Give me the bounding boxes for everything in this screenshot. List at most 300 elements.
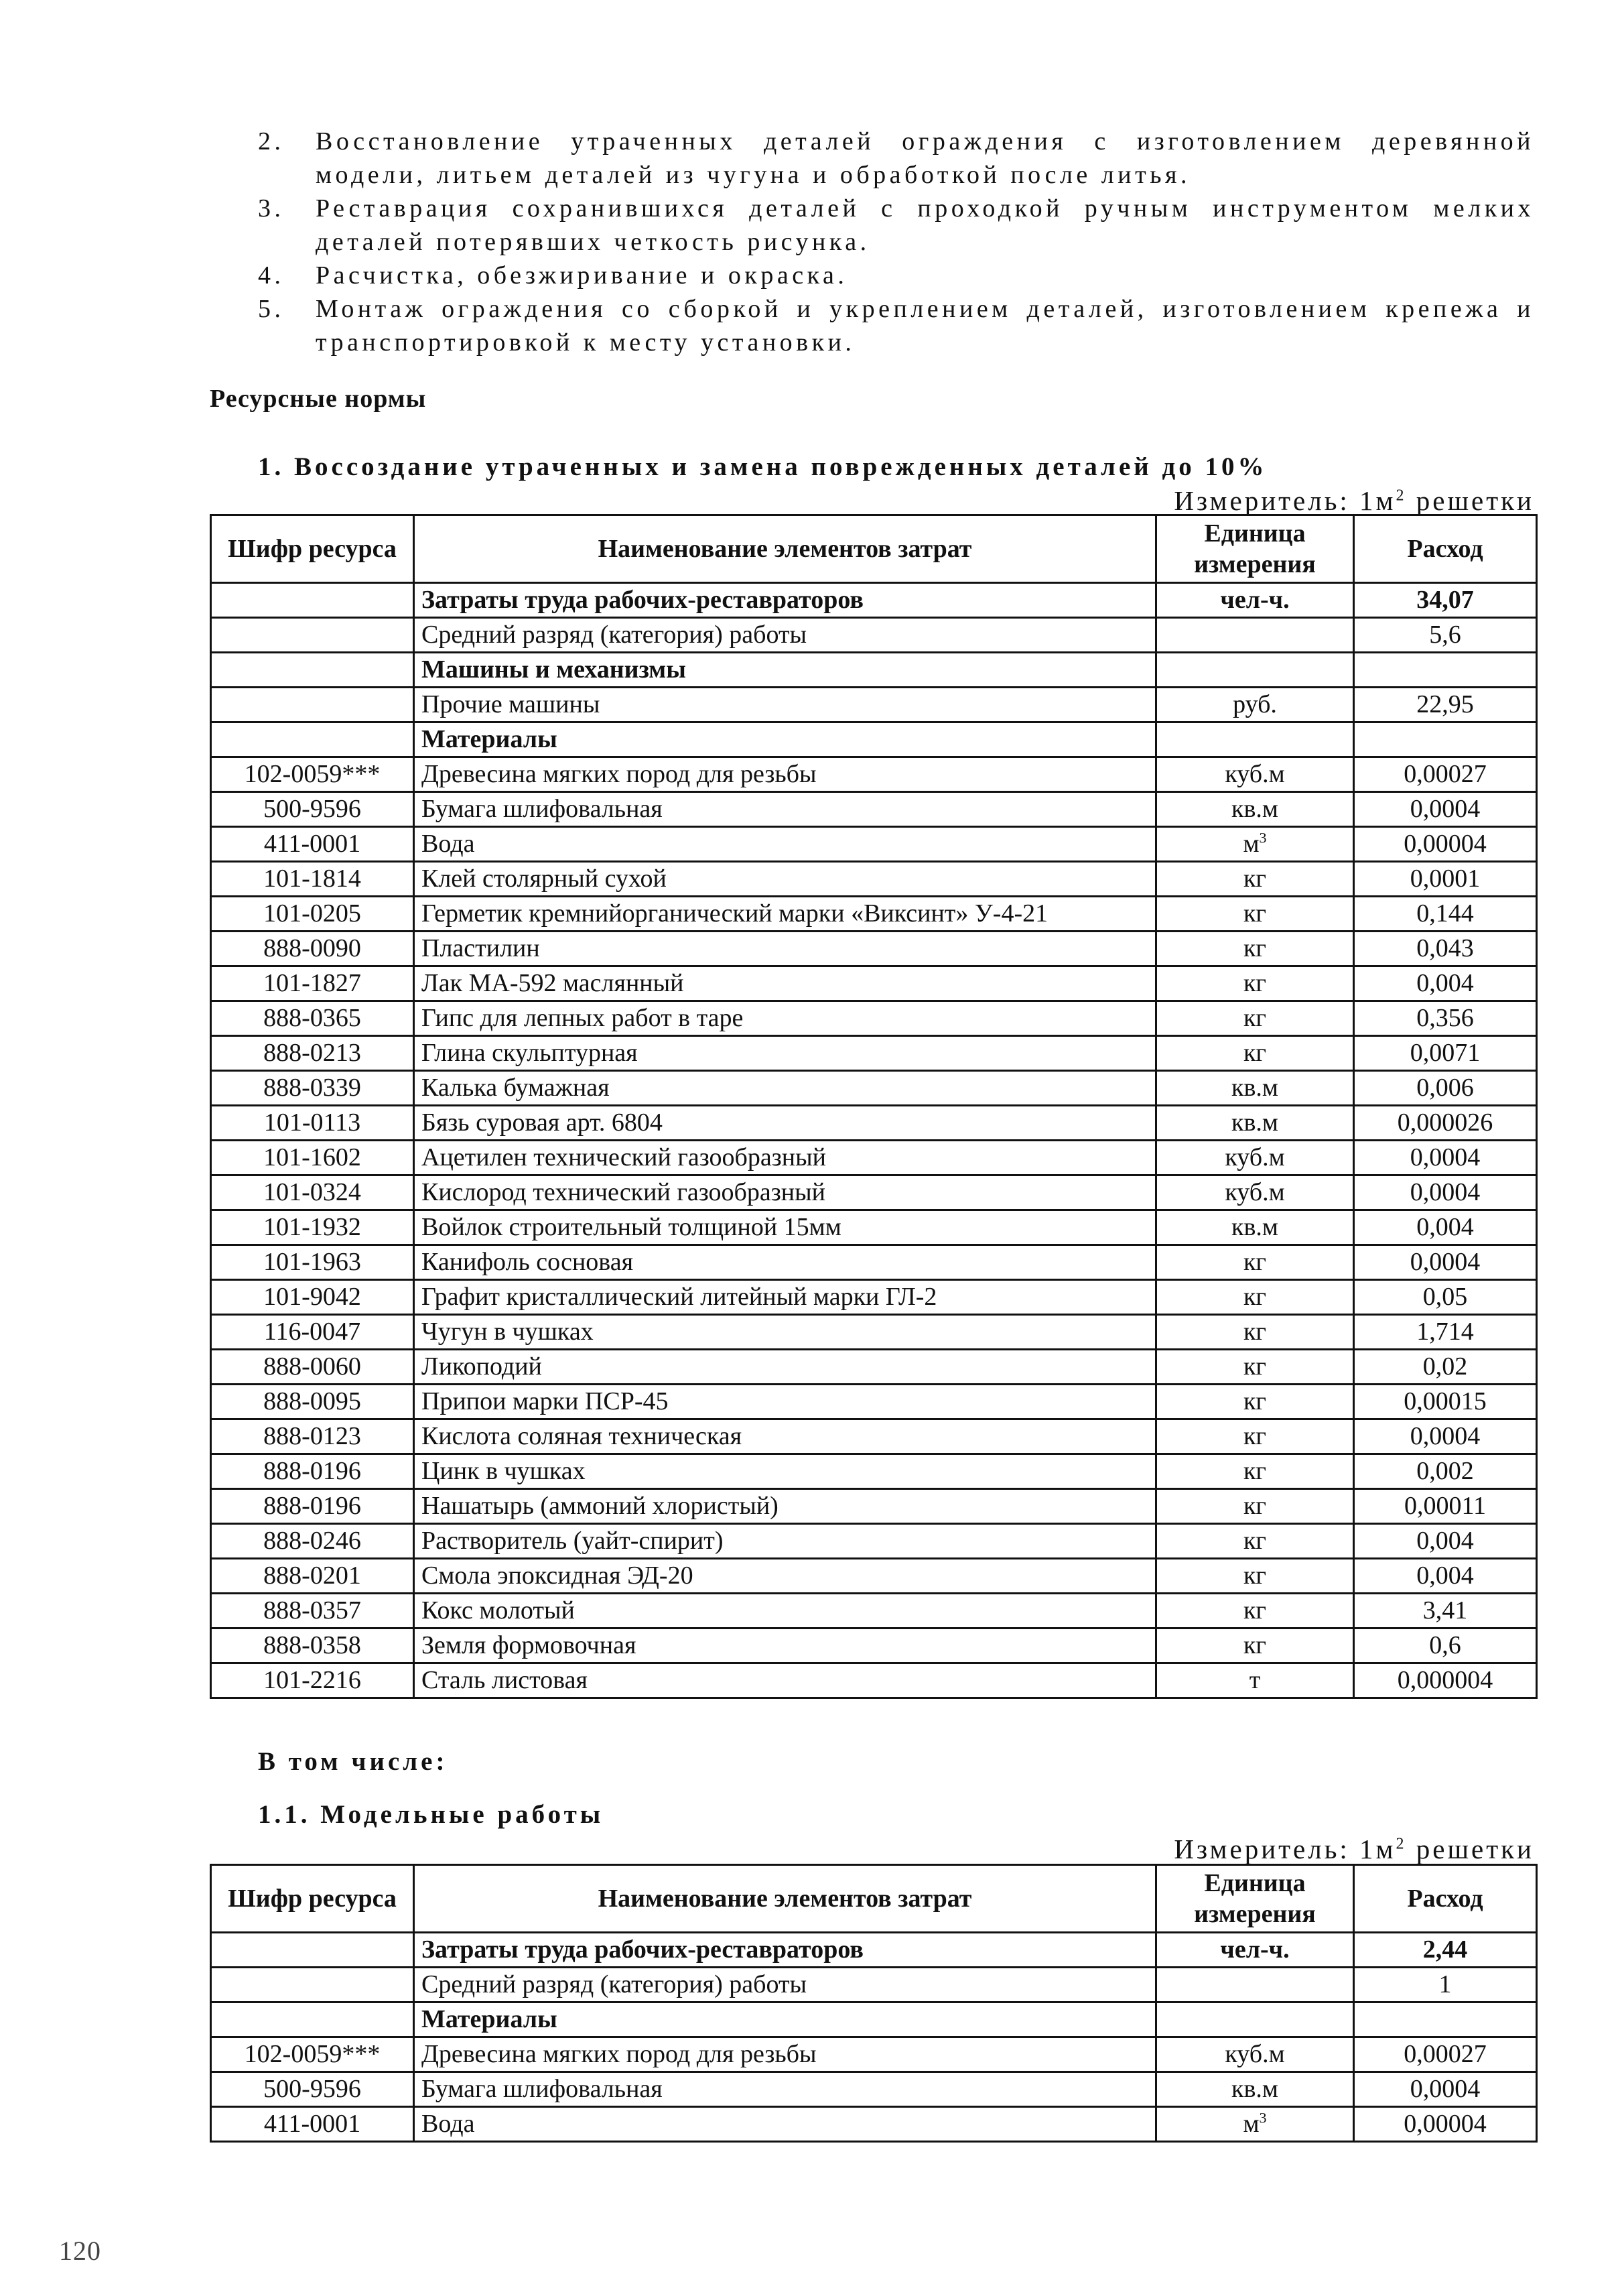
cost-element-name-cell-text: Припои марки ПСР-45 — [421, 1387, 669, 1415]
resource-code-cell-text: 500-9596 — [263, 2075, 361, 2103]
quantity-cell-text: 0,00027 — [1404, 760, 1487, 788]
quantity-cell — [1354, 1210, 1537, 1245]
unit-cell — [1156, 1350, 1354, 1385]
cost-element-name-cell-text: Материалы — [421, 725, 557, 753]
quantity-cell — [1354, 2037, 1537, 2072]
resource-code-cell — [211, 2072, 414, 2107]
table-row — [211, 1280, 1537, 1315]
cost-element-name-cell-text: Кокс молотый — [421, 1596, 575, 1624]
quantity-cell-text: 0,004 — [1416, 969, 1474, 997]
unit-cell — [1156, 1106, 1354, 1141]
quantity-cell — [1354, 792, 1537, 827]
table-row — [211, 1245, 1537, 1280]
cost-element-name-cell-text: Клей столярный сухой — [421, 865, 667, 893]
quantity-cell-text: 0,6 — [1429, 1631, 1461, 1659]
unit-cell-text: кг — [1243, 1492, 1267, 1520]
quantity-cell — [1354, 862, 1537, 897]
resource-code-cell — [211, 1071, 414, 1106]
resource-code-cell — [211, 1419, 414, 1454]
cost-element-name-cell-text: Бумага шлифовальная — [421, 2075, 663, 2103]
unit-cell-text: кг — [1243, 1387, 1267, 1415]
quantity-cell-text: 0,00004 — [1404, 2110, 1487, 2138]
resource-code-cell-text: 101-0324 — [263, 1178, 361, 1206]
quantity-cell-text: 34,07 — [1416, 586, 1474, 614]
cost-element-name-cell — [414, 792, 1156, 827]
cost-element-name-cell — [414, 1629, 1156, 1663]
resource-code-cell — [211, 1559, 414, 1594]
quantity-cell-text: 0,0004 — [1410, 1422, 1481, 1450]
table-row — [211, 1559, 1537, 1594]
table-row — [211, 1071, 1537, 1106]
unit-cell — [1156, 2002, 1354, 2037]
unit-cell — [1156, 1968, 1354, 2002]
table-row — [211, 1968, 1537, 2002]
quantity-cell-text: 0,00027 — [1404, 2040, 1487, 2068]
resource-code-cell-text: 888-0090 — [263, 934, 361, 962]
quantity-cell — [1354, 1350, 1537, 1385]
quantity-cell — [1354, 1001, 1537, 1036]
cost-element-name-cell — [414, 618, 1156, 653]
cost-element-name-cell-text: Ликоподий — [421, 1352, 542, 1381]
resource-code-cell-text: 888-0196 — [263, 1492, 361, 1520]
cost-element-name-cell — [414, 1594, 1156, 1629]
unit-cell-text: кг — [1243, 1352, 1267, 1381]
quantity-cell — [1354, 1385, 1537, 1419]
section-1-1-measure — [1174, 1833, 1534, 1865]
header-unit: Единица измерения — [1156, 1865, 1354, 1933]
table-row — [211, 897, 1537, 932]
unit-cell — [1156, 618, 1354, 653]
resource-norms-heading: Ресурсные нормы — [210, 385, 427, 413]
cost-element-name-cell — [414, 1419, 1156, 1454]
quantity-cell-text: 0,004 — [1416, 1527, 1474, 1555]
table-row — [211, 618, 1537, 653]
resource-code-cell — [211, 1629, 414, 1663]
quantity-cell-text: 0,004 — [1416, 1561, 1474, 1590]
cost-element-name-cell-text: Вода — [421, 2110, 475, 2138]
unit-exponent: 3 — [1259, 829, 1267, 846]
unit-cell-text: кг — [1243, 969, 1267, 997]
cost-element-name-cell — [414, 2107, 1156, 2142]
unit-cell — [1156, 1036, 1354, 1071]
quantity-cell-text: 0,006 — [1416, 1074, 1474, 1102]
quantity-cell-text: 0,0004 — [1410, 1178, 1481, 1206]
quantity-cell — [1354, 1559, 1537, 1594]
table-header-row — [211, 1865, 1537, 1933]
resource-code-cell-text: 101-0113 — [263, 1108, 361, 1137]
table-header-row — [211, 515, 1537, 583]
section-1-measure — [1174, 485, 1534, 517]
cost-element-name-cell-text: Гипс для лепных работ в таре — [421, 1004, 744, 1032]
step-text: Расчистка, обезжиривание и окраска. — [316, 261, 848, 290]
step-number: 2. — [258, 127, 285, 155]
cost-element-name-cell-text: Средний разряд (категория) работы — [421, 1970, 807, 1998]
unit-cell-text: кв.м — [1231, 1074, 1278, 1102]
resource-code-cell — [211, 1106, 414, 1141]
quantity-cell — [1354, 827, 1537, 862]
quantity-cell — [1354, 1175, 1537, 1210]
resource-code-cell-text: 101-1932 — [263, 1213, 361, 1241]
unit-cell-text: кв.м — [1231, 795, 1278, 823]
quantity-cell — [1354, 1106, 1537, 1141]
step-number: 5. — [258, 295, 285, 323]
resource-code-cell — [211, 1454, 414, 1489]
cost-element-name-cell-text: Растворитель (уайт-спирит) — [421, 1527, 724, 1555]
quantity-cell — [1354, 757, 1537, 792]
resource-code-cell — [211, 1968, 414, 2002]
resource-code-cell — [211, 827, 414, 862]
quantity-cell-text: 0,0004 — [1410, 1248, 1481, 1276]
quantity-cell — [1354, 1141, 1537, 1175]
resource-code-cell — [211, 1210, 414, 1245]
step-text: Монтаж ограждения со сборкой и укреплением деталей, изготовлением крепежа и транспортировкой к месту установки. — [316, 295, 1534, 357]
work-steps-list — [258, 125, 1534, 359]
resource-code-cell — [211, 1489, 414, 1524]
resource-code-cell — [211, 2002, 414, 2037]
unit-cell-text: кг — [1243, 1457, 1267, 1485]
unit-cell — [1156, 2072, 1354, 2107]
cost-element-name-cell-text: Земля формовочная — [421, 1631, 636, 1659]
quantity-cell — [1354, 1594, 1537, 1629]
table-row — [211, 932, 1537, 966]
resource-code-cell-text: 888-0201 — [263, 1561, 361, 1590]
cost-element-name-cell — [414, 688, 1156, 722]
unit-cell-text: кг — [1243, 865, 1267, 893]
resource-code-cell — [211, 618, 414, 653]
table-row — [211, 1175, 1537, 1210]
table-row — [211, 1350, 1537, 1385]
resource-norms-table-1 — [210, 514, 1538, 1699]
quantity-cell — [1354, 1071, 1537, 1106]
unit-cell — [1156, 1280, 1354, 1315]
unit-cell — [1156, 2037, 1354, 2072]
resource-code-cell — [211, 932, 414, 966]
unit-cell-text: кв.м — [1231, 2075, 1278, 2103]
unit-cell — [1156, 1175, 1354, 1210]
resource-code-cell — [211, 722, 414, 757]
resource-code-cell — [211, 2107, 414, 2142]
cost-element-name-cell — [414, 1210, 1156, 1245]
unit-cell — [1156, 1933, 1354, 1968]
cost-element-name-cell-text: Машины и механизмы — [421, 655, 686, 684]
unit-cell-text: кг — [1243, 1004, 1267, 1032]
quantity-cell — [1354, 722, 1537, 757]
table-row — [211, 2037, 1537, 2072]
unit-exponent: 3 — [1259, 2109, 1267, 2126]
cost-element-name-cell-text: Сталь листовая — [421, 1666, 588, 1694]
cost-element-name-cell — [414, 1071, 1156, 1106]
cost-element-name-cell-text: Чугун в чушках — [421, 1318, 594, 1346]
resource-norms-table-2 — [210, 1864, 1538, 2143]
resource-code-cell — [211, 792, 414, 827]
work-step — [258, 125, 1534, 192]
cost-element-name-cell-text: Прочие машины — [421, 690, 600, 718]
work-step — [258, 259, 1534, 292]
table-row — [211, 1385, 1537, 1419]
quantity-cell — [1354, 688, 1537, 722]
unit-cell — [1156, 1071, 1354, 1106]
unit-cell-text: м — [1243, 830, 1260, 858]
resource-code-cell-text: 101-9042 — [263, 1283, 361, 1311]
resource-code-cell-text: 888-0339 — [263, 1074, 361, 1102]
cost-element-name-cell-text: Древесина мягких пород для резьбы — [421, 760, 817, 788]
measure-prefix: Измеритель: 1м — [1174, 485, 1396, 516]
unit-cell — [1156, 688, 1354, 722]
unit-cell-text: кг — [1243, 899, 1267, 928]
table-row — [211, 1594, 1537, 1629]
resource-code-cell — [211, 1245, 414, 1280]
resource-code-cell-text: 888-0365 — [263, 1004, 361, 1032]
resource-code-cell-text: 101-2216 — [263, 1666, 361, 1694]
unit-cell — [1156, 932, 1354, 966]
resource-code-cell — [211, 653, 414, 688]
header-code: Шифр ресурса — [211, 1865, 414, 1933]
step-text: Реставрация сохранившихся деталей с проходкой ручным инструментом мелких деталей потерявших четкость рисунка. — [316, 194, 1534, 256]
quantity-cell — [1354, 2002, 1537, 2037]
resource-code-cell — [211, 1350, 414, 1385]
cost-element-name-cell-text: Ацетилен технический газообразный — [421, 1143, 826, 1171]
unit-cell — [1156, 583, 1354, 618]
measure-prefix: Измеритель: 1м — [1174, 1834, 1396, 1864]
resource-code-cell-text: 888-0196 — [263, 1457, 361, 1485]
resource-code-cell — [211, 1663, 414, 1698]
unit-cell — [1156, 1141, 1354, 1175]
unit-cell-text: м — [1243, 2110, 1260, 2138]
quantity-cell-text: 1 — [1438, 1970, 1452, 1998]
resource-code-cell-text: 116-0047 — [263, 1318, 361, 1346]
table-row — [211, 1419, 1537, 1454]
cost-element-name-cell — [414, 1559, 1156, 1594]
unit-cell — [1156, 1210, 1354, 1245]
resource-code-cell-text: 888-0213 — [263, 1039, 361, 1067]
unit-cell — [1156, 1245, 1354, 1280]
measure-suffix: решетки — [1406, 485, 1534, 516]
quantity-cell — [1354, 1454, 1537, 1489]
cost-element-name-cell-text: Вода — [421, 830, 475, 858]
resource-code-cell-text: 101-0205 — [263, 899, 361, 928]
quantity-cell-text: 3,41 — [1422, 1596, 1468, 1624]
unit-cell — [1156, 792, 1354, 827]
resource-code-cell — [211, 1036, 414, 1071]
unit-cell — [1156, 966, 1354, 1001]
cost-element-name-cell — [414, 1489, 1156, 1524]
cost-element-name-cell-text: Средний разряд (категория) работы — [421, 621, 807, 649]
quantity-cell — [1354, 653, 1537, 688]
resource-code-cell — [211, 966, 414, 1001]
resource-code-cell — [211, 897, 414, 932]
quantity-cell — [1354, 1629, 1537, 1663]
cost-element-name-cell-text: Глина скульптурная — [421, 1039, 638, 1067]
unit-cell — [1156, 1454, 1354, 1489]
unit-cell-text: кг — [1243, 1422, 1267, 1450]
cost-element-name-cell — [414, 1036, 1156, 1071]
resource-code-cell — [211, 1385, 414, 1419]
cost-element-name-cell-text: Цинк в чушках — [421, 1457, 586, 1485]
table-row — [211, 722, 1537, 757]
table-row — [211, 1454, 1537, 1489]
table-row — [211, 966, 1537, 1001]
unit-cell-text: кг — [1243, 1527, 1267, 1555]
table-row — [211, 1524, 1537, 1559]
cost-element-name-cell-text: Пластилин — [421, 934, 540, 962]
unit-cell-text: кг — [1243, 1248, 1267, 1276]
unit-cell-text: кг — [1243, 1318, 1267, 1346]
cost-element-name-cell-text: Кислород технический газообразный — [421, 1178, 825, 1206]
unit-cell — [1156, 1419, 1354, 1454]
resource-code-cell — [211, 2037, 414, 2072]
table-row — [211, 1001, 1537, 1036]
resource-code-cell-text: 101-1602 — [263, 1143, 361, 1171]
quantity-cell-text: 5,6 — [1429, 621, 1461, 649]
table-row — [211, 1141, 1537, 1175]
resource-code-cell — [211, 1315, 414, 1350]
unit-cell — [1156, 757, 1354, 792]
resource-code-cell — [211, 1594, 414, 1629]
resource-code-cell — [211, 757, 414, 792]
cost-element-name-cell — [414, 1524, 1156, 1559]
resource-code-cell — [211, 583, 414, 618]
cost-element-name-cell — [414, 1175, 1156, 1210]
unit-cell — [1156, 1663, 1354, 1698]
resource-code-cell-text: 500-9596 — [263, 795, 361, 823]
quantity-cell-text: 0,00011 — [1404, 1492, 1487, 1520]
cost-element-name-cell — [414, 1663, 1156, 1698]
quantity-cell — [1354, 1245, 1537, 1280]
unit-cell-text: куб.м — [1225, 1178, 1285, 1206]
quantity-cell — [1354, 1524, 1537, 1559]
table-row — [211, 2072, 1537, 2107]
quantity-cell-text: 0,0004 — [1410, 2075, 1481, 2103]
table-row — [211, 792, 1537, 827]
cost-element-name-cell — [414, 1933, 1156, 1968]
table-row — [211, 653, 1537, 688]
cost-element-name-cell — [414, 1315, 1156, 1350]
unit-cell-text: кг — [1243, 934, 1267, 962]
cost-element-name-cell-text: Лак МА-592 маслянный — [421, 969, 684, 997]
cost-element-name-cell-text: Материалы — [421, 2005, 557, 2033]
step-number: 3. — [258, 194, 285, 222]
table-row — [211, 1315, 1537, 1350]
resource-code-cell-text: 411-0001 — [263, 830, 361, 858]
quantity-cell — [1354, 2072, 1537, 2107]
cost-element-name-cell-text: Войлок строительный толщиной 15мм — [421, 1213, 841, 1241]
resource-code-cell-text: 101-1963 — [263, 1248, 361, 1276]
quantity-cell — [1354, 1968, 1537, 2002]
resource-code-cell-text: 888-0357 — [263, 1596, 361, 1624]
cost-element-name-cell — [414, 862, 1156, 897]
quantity-cell-text: 0,144 — [1416, 899, 1474, 928]
table-row — [211, 1036, 1537, 1071]
header-qty: Расход — [1354, 515, 1537, 583]
header-unit: Единица измерения — [1156, 515, 1354, 583]
cost-element-name-cell-text: Смола эпоксидная ЭД-20 — [421, 1561, 693, 1590]
cost-element-name-cell-text: Бязь суровая арт. 6804 — [421, 1108, 663, 1137]
resource-code-cell — [211, 862, 414, 897]
quantity-cell — [1354, 1489, 1537, 1524]
work-step — [258, 192, 1534, 259]
including-label: В том числе: — [258, 1747, 448, 1776]
cost-element-name-cell — [414, 1350, 1156, 1385]
cost-element-name-cell-text: Бумага шлифовальная — [421, 795, 663, 823]
cost-element-name-cell — [414, 827, 1156, 862]
unit-cell-text: чел-ч. — [1220, 1935, 1290, 1964]
cost-element-name-cell-text: Герметик кремнийорганический марки «Виксинт» У-4-21 — [421, 899, 1049, 928]
table-row — [211, 1106, 1537, 1141]
cost-element-name-cell — [414, 653, 1156, 688]
header-code: Шифр ресурса — [211, 515, 414, 583]
unit-cell — [1156, 862, 1354, 897]
resource-code-cell — [211, 1933, 414, 1968]
quantity-cell — [1354, 1315, 1537, 1350]
quantity-cell — [1354, 1280, 1537, 1315]
header-name: Наименование элементов затрат — [414, 1865, 1156, 1933]
step-text: Восстановление утраченных деталей ограждения с изготовлением деревянной модели, литьем деталей из чугуна и обработкой после литья. — [316, 127, 1534, 189]
cost-element-name-cell — [414, 1454, 1156, 1489]
cost-element-name-cell — [414, 1968, 1156, 2002]
cost-element-name-cell — [414, 2072, 1156, 2107]
quantity-cell-text: 0,0071 — [1410, 1039, 1481, 1067]
section-1-1-title: 1.1. Модельные работы — [258, 1800, 604, 1829]
cost-element-name-cell — [414, 722, 1156, 757]
quantity-cell-text: 0,0004 — [1410, 1143, 1481, 1171]
quantity-cell — [1354, 932, 1537, 966]
cost-element-name-cell-text: Графит кристаллический литейный марки ГЛ-2 — [421, 1283, 937, 1311]
unit-cell-text: чел-ч. — [1220, 586, 1290, 614]
unit-cell-text: куб.м — [1225, 760, 1285, 788]
header-name: Наименование элементов затрат — [414, 515, 1156, 583]
quantity-cell-text: 0,0001 — [1410, 865, 1481, 893]
table-row — [211, 827, 1537, 862]
cost-element-name-cell-text: Канифоль сосновая — [421, 1248, 634, 1276]
unit-cell — [1156, 1315, 1354, 1350]
table-row — [211, 1629, 1537, 1663]
unit-cell — [1156, 897, 1354, 932]
resource-code-cell-text: 888-0246 — [263, 1527, 361, 1555]
header-qty: Расход — [1354, 1865, 1537, 1933]
quantity-cell — [1354, 618, 1537, 653]
cost-element-name-cell-text: Затраты труда рабочих-реставраторов — [421, 1935, 864, 1964]
page-number: 120 — [59, 2236, 101, 2266]
table-row — [211, 2107, 1537, 2142]
table-row — [211, 2002, 1537, 2037]
cost-element-name-cell — [414, 1245, 1156, 1280]
cost-element-name-cell — [414, 1280, 1156, 1315]
unit-cell-text: т — [1249, 1666, 1261, 1694]
quantity-cell-text: 0,043 — [1416, 934, 1474, 962]
resource-code-cell-text: 888-0095 — [263, 1387, 361, 1415]
quantity-cell — [1354, 1036, 1537, 1071]
quantity-cell — [1354, 1933, 1537, 1968]
section-1-title: 1. Воссоздание утраченных и замена поврежденных деталей до 10% — [258, 452, 1268, 481]
resource-code-cell — [211, 1175, 414, 1210]
table-row — [211, 1489, 1537, 1524]
resource-code-cell-text: 411-0001 — [263, 2110, 361, 2138]
unit-cell — [1156, 722, 1354, 757]
unit-cell-text: кг — [1243, 1039, 1267, 1067]
quantity-cell — [1354, 1419, 1537, 1454]
unit-cell-text: кг — [1243, 1561, 1267, 1590]
unit-cell — [1156, 2107, 1354, 2142]
cost-element-name-cell — [414, 2037, 1156, 2072]
cost-element-name-cell-text: Калька бумажная — [421, 1074, 610, 1102]
cost-element-name-cell — [414, 1385, 1156, 1419]
quantity-cell-text: 0,00015 — [1404, 1387, 1487, 1415]
cost-element-name-cell-text: Кислота соляная техническая — [421, 1422, 742, 1450]
table-row — [211, 1663, 1537, 1698]
quantity-cell-text: 0,000004 — [1397, 1666, 1493, 1694]
resource-code-cell — [211, 1524, 414, 1559]
cost-element-name-cell — [414, 1106, 1156, 1141]
